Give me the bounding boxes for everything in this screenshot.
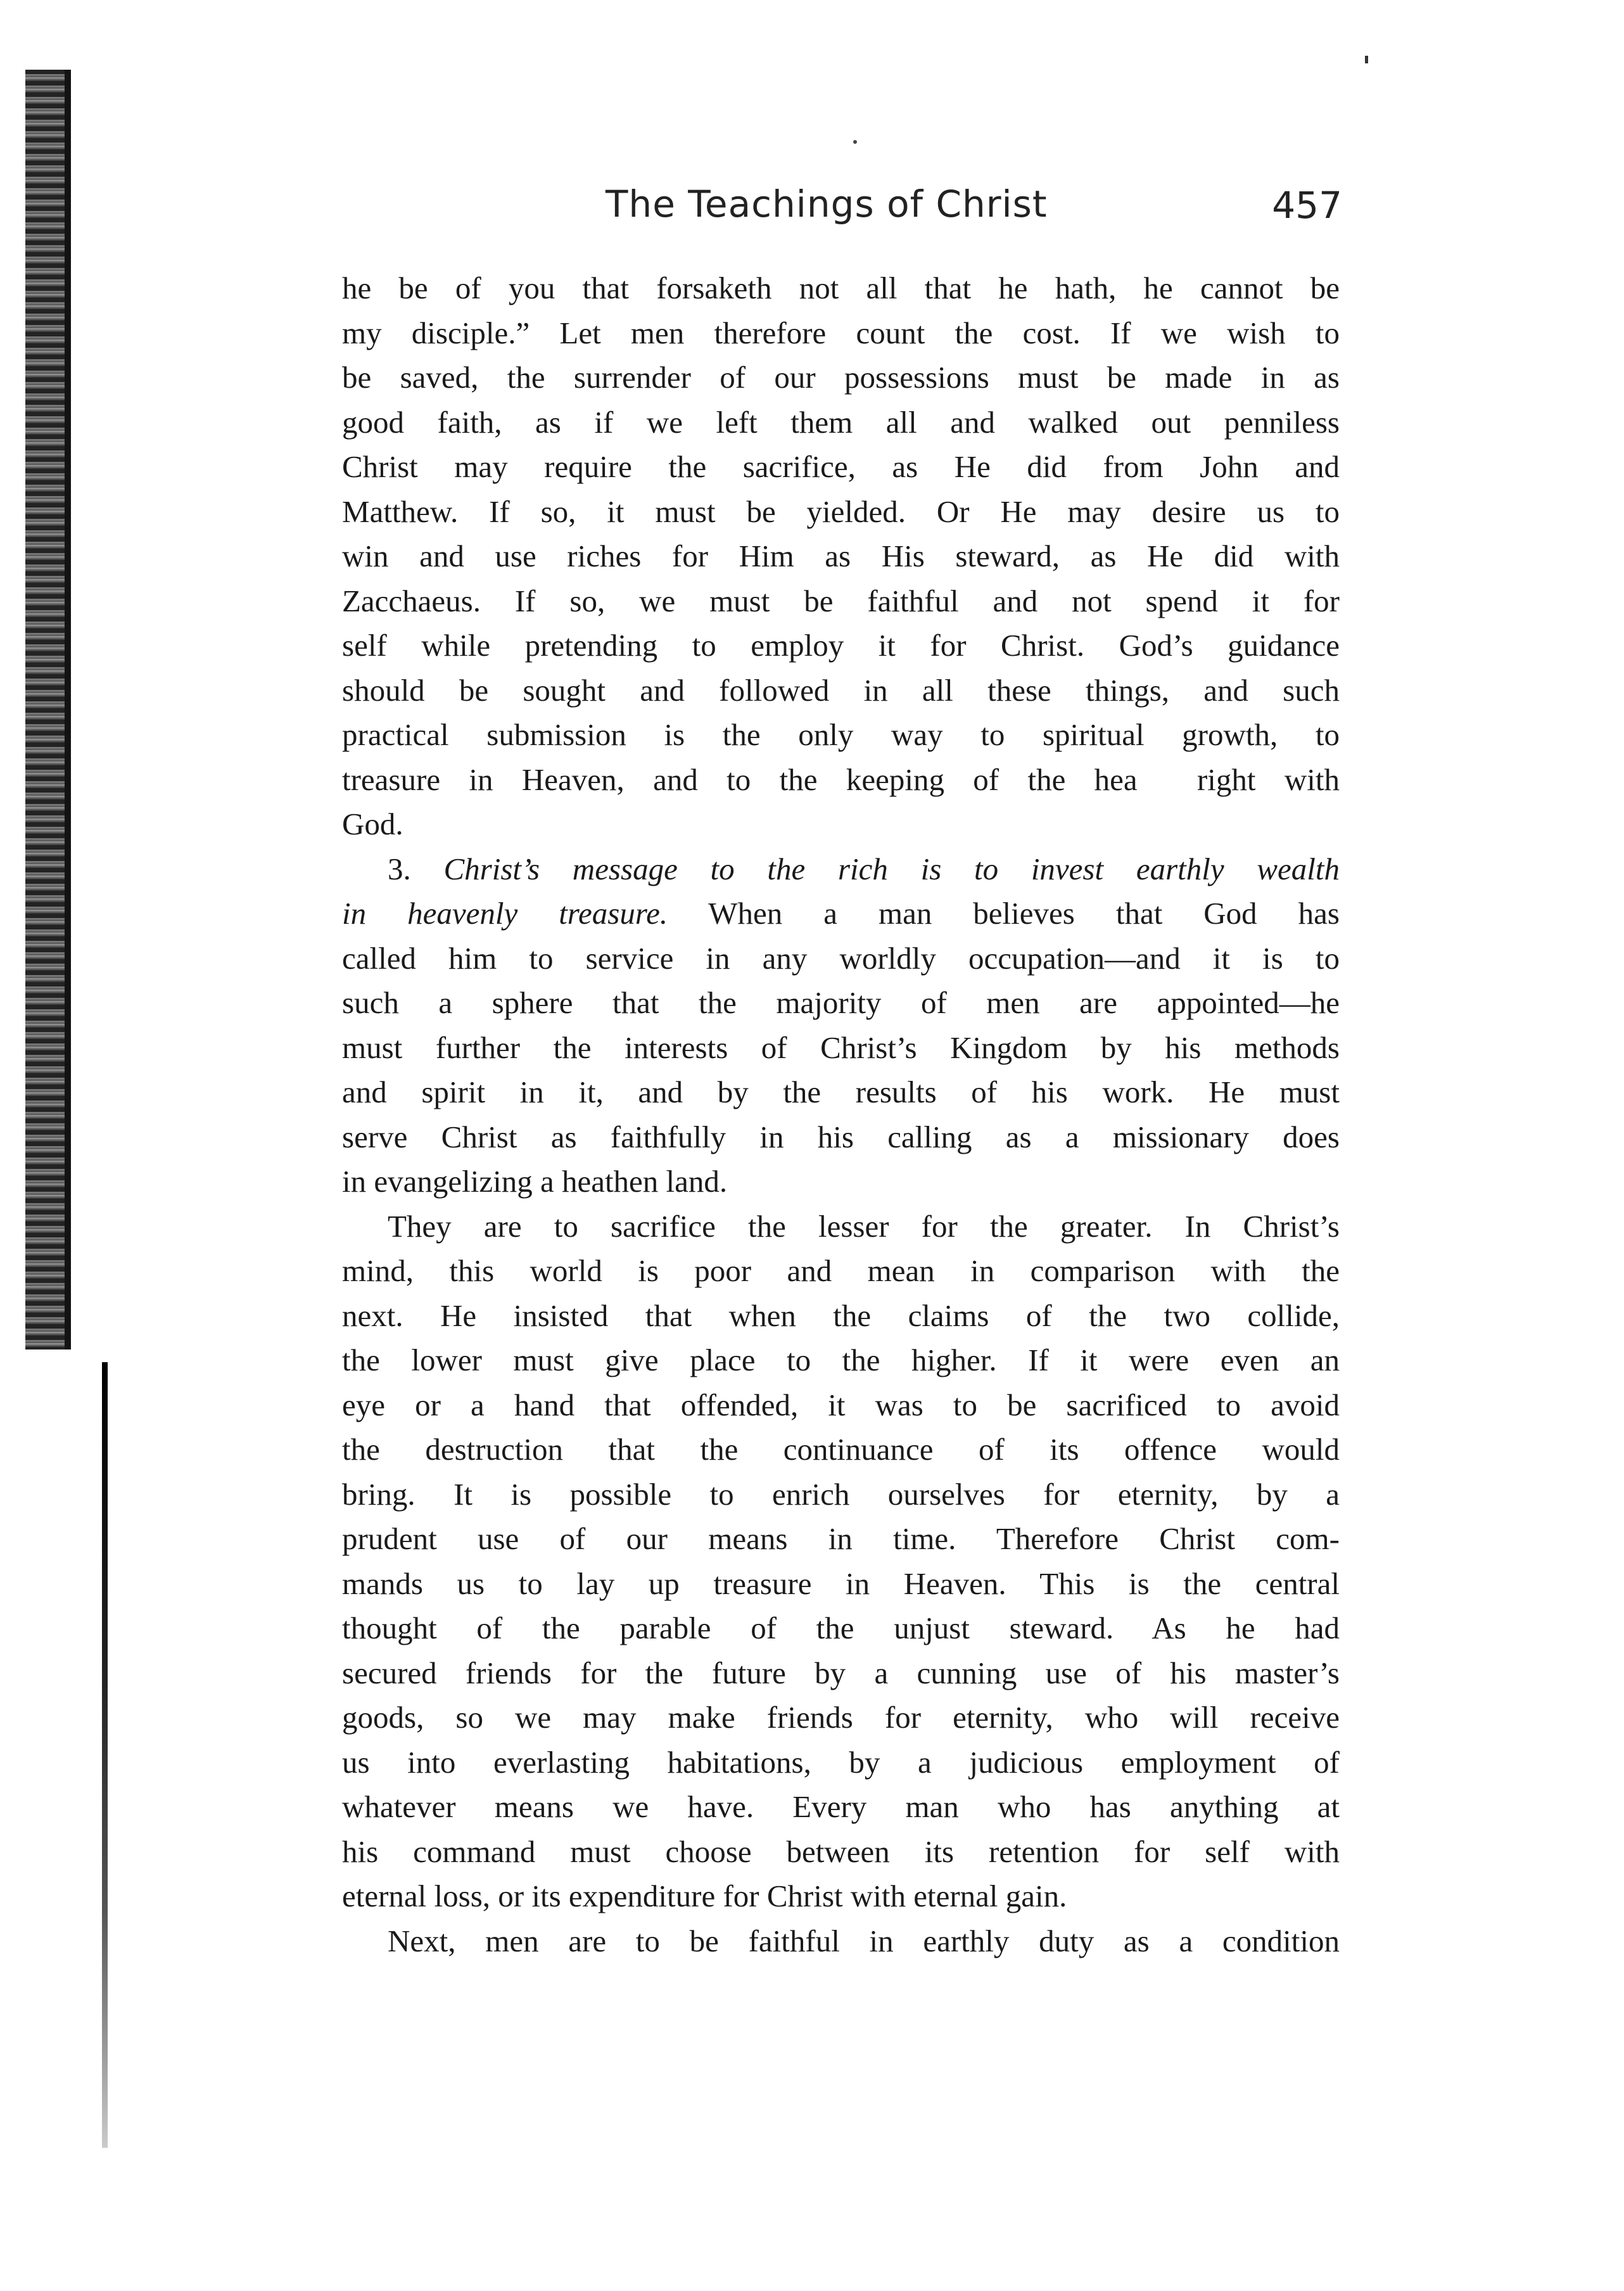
text-line: the lower must give place to the higher. If it were even an	[342, 1343, 1340, 1377]
section-heading-italic: Christ’s message to the rich is to invest earthly wealth	[443, 851, 1340, 886]
text-line: whatever means we have. Every man who has anything at	[342, 1789, 1340, 1824]
text-line: such a sphere that the majority of men are appointed—he	[342, 985, 1340, 1020]
section-number: 3.	[388, 851, 411, 886]
text-line: serve Christ as faithfully in his calling as a missionary does	[342, 1119, 1340, 1154]
text-line: secured friends for the future by a cunning use of his master’s	[342, 1655, 1340, 1690]
text-line: next. He insisted that when the claims of the two collide,	[342, 1298, 1340, 1333]
text-line: win and use riches for Him as His steward, as He did with	[342, 539, 1340, 573]
body-text	[342, 266, 1340, 1963]
text-line: Matthew. If so, it must be yielded. Or He may desire us to	[342, 494, 1340, 529]
text-line: mind, this world is poor and mean in comparison with the	[342, 1253, 1340, 1288]
text-line: eternal loss, or its expenditure for Christ with eternal gain.	[342, 1879, 1067, 1913]
text-line: be saved, the surrender of our possessions must be made in as	[342, 360, 1340, 395]
text-line: goods, so we may make friends for eternity, who will receive	[342, 1700, 1340, 1735]
text-line: self while pretending to employ it for Christ. God’s guidance	[342, 628, 1340, 663]
text-line: in evangelizing a heathen land.	[342, 1164, 728, 1199]
section-heading-italic: in heavenly treasure.	[342, 896, 668, 931]
text-line: God.	[342, 807, 403, 841]
text-line: my disciple.” Let men therefore count the cost. If we wish to	[342, 315, 1340, 350]
text-line: should be sought and followed in all these things, and such	[342, 672, 1340, 708]
text-line: treasure in Heaven, and to the keeping of the hea right with	[342, 762, 1340, 797]
section-heading-line	[342, 891, 1340, 936]
text-line: good faith, as if we left them all and walked out penniless	[342, 404, 1340, 440]
text-line: us into everlasting habitations, by a judicious employment of	[342, 1744, 1340, 1780]
text-line: bring. It is possible to enrich ourselves for eternity, by a	[342, 1476, 1340, 1512]
text-line: eye or a hand that offended, it was to be sacrificed to avoid	[342, 1387, 1340, 1422]
text-line: They are to sacrifice the lesser for the greater. In Christ’s	[388, 1208, 1340, 1244]
page-binding-shadow	[102, 1362, 108, 2148]
text-line: must further the interests of Christ’s Kingdom by his methods	[342, 1030, 1340, 1065]
page-binding-edge	[25, 70, 70, 1350]
text-line: thought of the parable of the unjust steward. As he had	[342, 1611, 1340, 1645]
text-line: Christ may require the sacrifice, as He did from John and	[342, 449, 1340, 484]
running-title: The Teachings of Christ	[606, 182, 1048, 226]
text-line: Next, men are to be faithful in earthly duty as a condition	[388, 1923, 1340, 1958]
section-heading-line	[342, 847, 1340, 892]
text-line: practical submission is the only way to spiritual growth, to	[342, 717, 1340, 752]
text-line: the destruction that the continuance of its offence would	[342, 1432, 1340, 1467]
scan-speck	[1365, 56, 1368, 63]
running-header	[342, 182, 1342, 239]
text-line: Zacchaeus. If so, we must be faithful and not spend it for	[342, 583, 1340, 618]
text-span: When a man believes that God has	[708, 896, 1340, 931]
text-line: his command must choose between its retention for self with	[342, 1834, 1340, 1869]
text-line: prudent use of our means in time. Therefore Christ com-	[342, 1521, 1340, 1556]
text-line: and spirit in it, and by the results of his work. He must	[342, 1075, 1340, 1109]
scan-speck	[853, 140, 857, 144]
text-line: mands us to lay up treasure in Heaven. This is the central	[342, 1566, 1340, 1601]
page-number: 457	[1272, 184, 1342, 227]
text-line: called him to service in any worldly occupation—and it is to	[342, 940, 1340, 976]
text-line: he be of you that forsaketh not all that he hath, he cannot be	[342, 271, 1340, 305]
